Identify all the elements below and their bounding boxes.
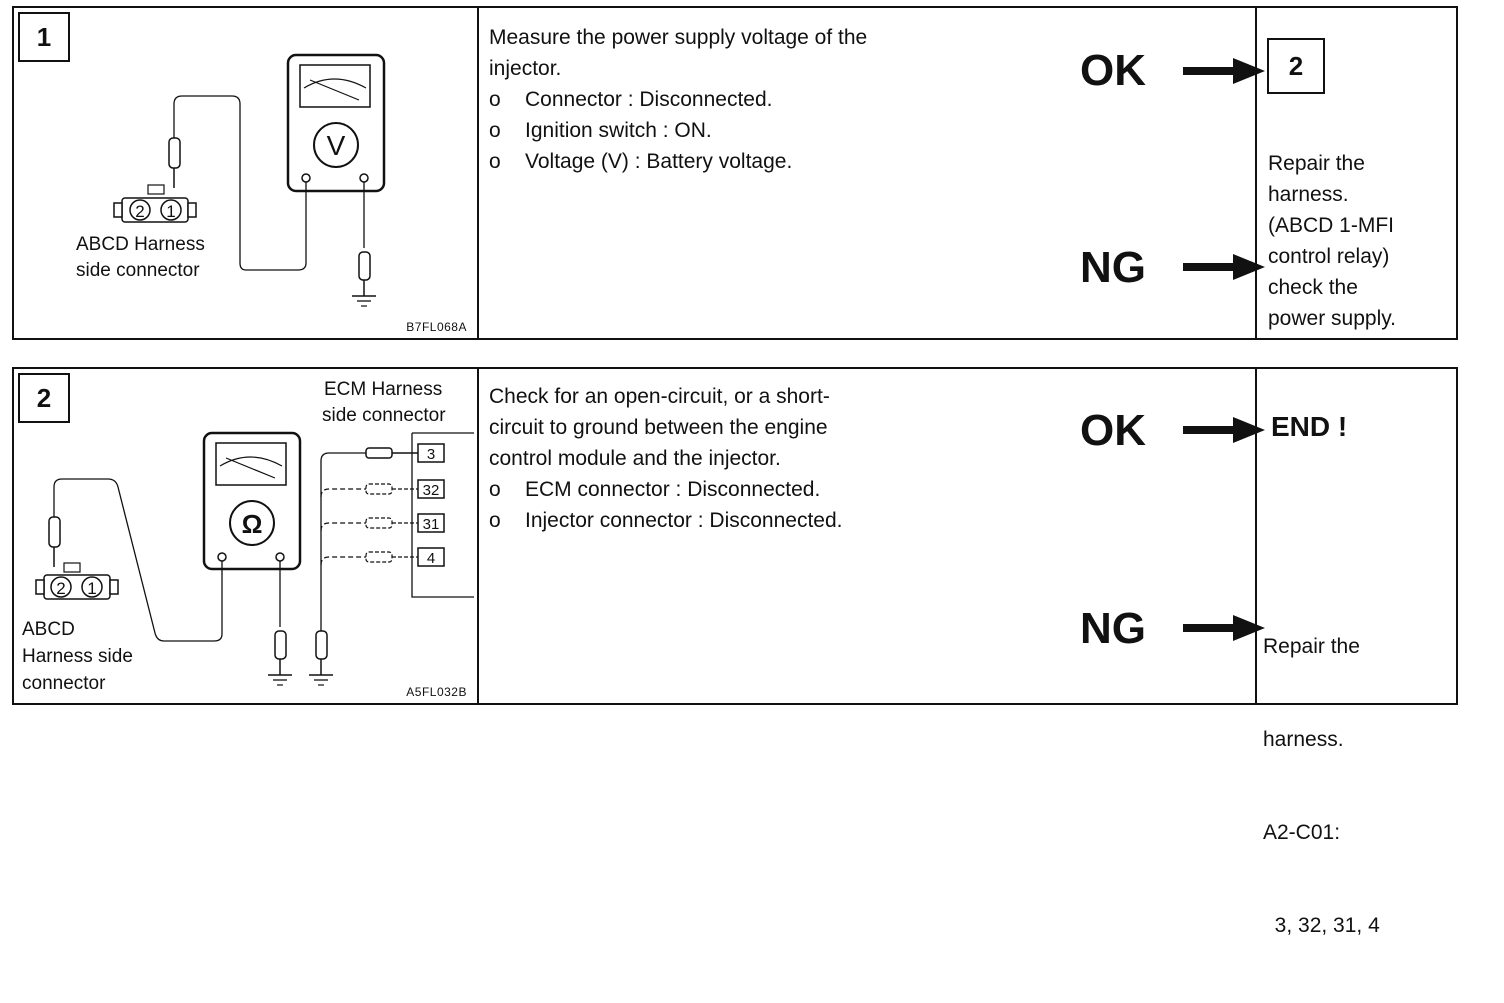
ecm-pin: 32 (422, 482, 440, 499)
ng-arrow-icon (1183, 254, 1265, 280)
ground-probe (359, 252, 370, 280)
svg-text:1: 1 (166, 202, 176, 221)
probe (49, 517, 60, 547)
step-2-description (489, 381, 843, 536)
ng-result: Repair the harness. A2-C01: 3, 32, 31, 4 (1263, 635, 1380, 937)
meter-symbol: V (326, 130, 346, 161)
multimeter-dial (216, 443, 286, 485)
connector-label-line1: ABCD (22, 619, 75, 640)
continuity-check-diagram (14, 369, 475, 703)
ok-arrow-icon (1183, 58, 1265, 84)
voltage-measurement-diagram (14, 8, 475, 338)
bullet-item: o Voltage (V) : Battery voltage. (489, 150, 793, 173)
description-line: circuit to ground between the engine (489, 416, 828, 439)
ng-label: NG (1080, 243, 1146, 292)
bullet-item: o Ignition switch : ON. (489, 119, 712, 142)
ecm-pin: 4 (426, 550, 436, 567)
step-1-description (489, 22, 867, 177)
ng-label: NG (1080, 604, 1146, 653)
description-line: injector. (489, 57, 562, 80)
ng-result: Repair the harness. (ABCD 1-MFI control relay) check the power supply. (1268, 152, 1397, 330)
ok-arrow-icon (1183, 417, 1265, 443)
connector-label-line2: side connector (76, 260, 200, 281)
ok-label: OK (1080, 46, 1146, 95)
step-number-badge: 1 (18, 12, 70, 62)
figure-code: A5FL032B (406, 685, 467, 699)
ecm-pin: 3 (426, 446, 436, 463)
ground-probe (275, 631, 286, 659)
multimeter-dial (300, 65, 370, 107)
step-2-description-cell (477, 369, 1257, 703)
bullet-item: o Connector : Disconnected. (489, 88, 773, 111)
step-2-figure-cell (14, 369, 479, 703)
ecm-probe (316, 631, 327, 659)
description-line: Measure the power supply voltage of the (489, 26, 868, 49)
step-2-panel (12, 367, 1458, 937)
step-1-description-cell (477, 8, 1257, 338)
ecm-label-line2: side connector (322, 405, 446, 426)
ecm-label-line1: ECM Harness (324, 379, 443, 400)
meter-symbol: Ω (241, 509, 263, 539)
description-line: Check for an open-circuit, or a short- (489, 385, 830, 408)
test-lead (54, 479, 222, 641)
description-line: control module and the injector. (489, 447, 781, 470)
go-to-step-link[interactable]: 2 (1267, 38, 1325, 94)
svg-text:2: 2 (135, 202, 145, 221)
figure-code: B7FL068A (406, 320, 467, 334)
ecm-pin: 31 (422, 516, 440, 533)
end-label: END ! (1271, 411, 1348, 442)
ok-label: OK (1080, 406, 1146, 455)
connector-label-line2: Harness side (22, 646, 133, 667)
step-1-figure-cell (14, 8, 479, 338)
step-2-result-cell (1255, 369, 1456, 937)
step-1-panel (12, 6, 1458, 340)
connector-label-line3: connector (22, 673, 106, 694)
bullet-item: o ECM connector : Disconnected. (489, 478, 821, 501)
bullet-item: o Injector connector : Disconnected. (489, 509, 843, 532)
connector-label-line1: ABCD Harness (76, 234, 205, 255)
step-1-result-cell (1255, 8, 1456, 338)
svg-text:1: 1 (87, 579, 97, 598)
svg-text:2: 2 (56, 579, 66, 598)
step-number-badge: 2 (18, 373, 70, 423)
ng-arrow-icon (1183, 615, 1265, 641)
probe (169, 138, 180, 168)
